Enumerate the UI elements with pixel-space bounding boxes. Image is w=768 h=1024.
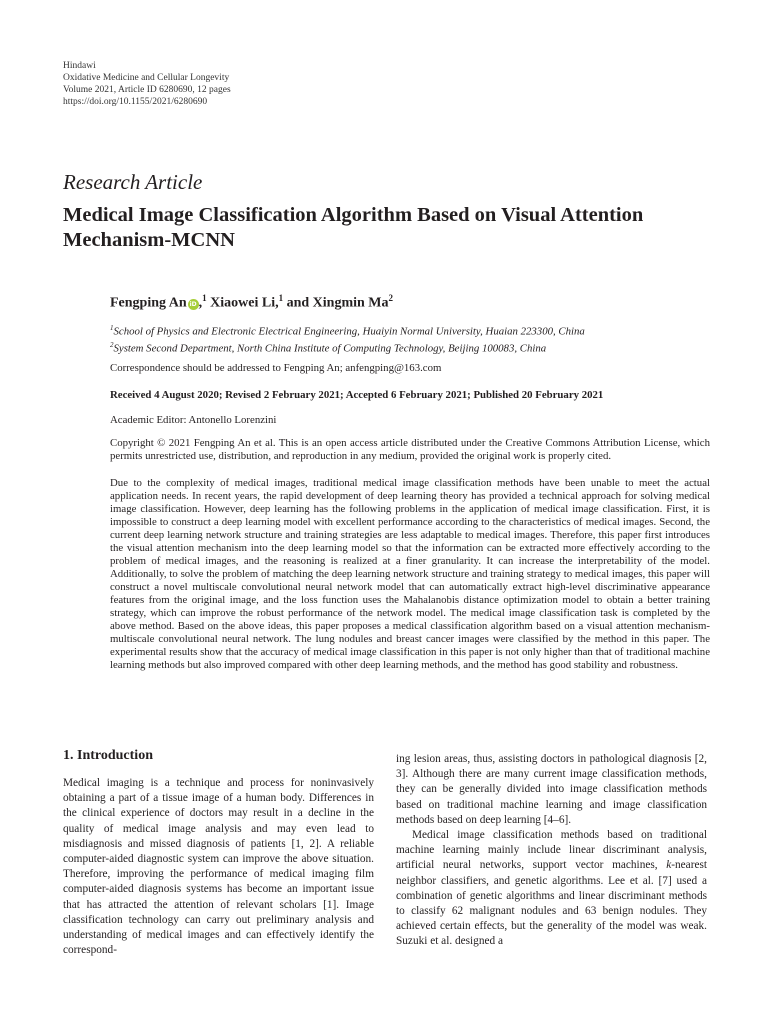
author-name[interactable]: Xiaowei Li, <box>210 295 279 311</box>
affiliation-number: 1 <box>110 324 114 332</box>
body-paragraph: Medical imaging is a technique and process for noninvasively obtaining a part of a tissue image of a human body. Differences in the clinical experience of doctors may result in a decline in the quality of medical image analysis and may even lead to misdiagnosis and missed diagnosis of patients [1, 2]. A reliable computer-aided diagnostic system can improve the above situation. Therefore, improving the performance of medical imaging film computer-aided diagnosis systems has become an important issue that has attracted the attention of relevant scholars [1]. Image classification technology can carry out preliminary analysis and understanding of medical images and can effectively identify the correspond- <box>63 777 374 957</box>
paper-title: Medical Image Classification Algorithm Based on Visual Attention Mechanism-MCNN <box>63 204 644 251</box>
author-affiliation-mark: 1 <box>278 293 284 303</box>
journal-name: Oxidative Medicine and Cellular Longevity <box>63 73 230 83</box>
orcid-icon[interactable]: iD <box>189 300 197 308</box>
academic-editor: Academic Editor: Antonello Lorenzini <box>110 414 277 426</box>
author-name[interactable]: Fengping An <box>110 295 187 311</box>
paragraph-text: -nearest neighbor classifiers, and genetic algorithms. Lee et al. [7] used a combination of genetic algorithms and linear discriminant methods to classify 62 malignant nodules and 63 benign nodules. They achieved certain effects, but the generality of the model was weak. Suzuki et al. designed a <box>396 859 707 948</box>
body-column-left <box>63 776 374 958</box>
body-paragraph <box>396 828 707 950</box>
author-list: Fengping An iD ,$^1$ Xiaowei Li,$^1$ and Xingmin Ma$^2$ <box>110 293 394 311</box>
copyright-notice: Copyright © 2021 Fengping An et al. This is an open access article distributed under the Creative Commons Attribution License, which permits unrestricted use, distribution, and reproduction in any medium, provided the original work is properly cited. <box>110 437 710 462</box>
affiliation-item <box>110 339 710 356</box>
journal-header <box>63 60 231 108</box>
author-affiliation-mark: 2 <box>388 293 394 303</box>
affiliation-item <box>110 322 710 339</box>
volume-info: Volume 2021, Article ID 6280690, 12 pages <box>63 85 231 95</box>
italic-k: k <box>666 859 672 872</box>
doi-link[interactable]: https://doi.org/10.1155/2021/6280690 <box>63 97 208 107</box>
affiliation-text: School of Physics and Electronic Electrical Engineering, Huaiyin Normal University, Huaian 223300, China <box>113 325 585 338</box>
abstract-text: Due to the complexity of medical images, traditional medical image classification methods have been unable to meet the actual application needs. In recent years, the rapid development of deep learning theory has provided a technical approach for solving medical image classification. However, deep learning has the following problems in the application of medical image classification. First, it is impossible to construct a deep learning model with excellent performance according to the characteristics of medical images. Second, the current deep learning network structure and training strategies are less adaptable to medical images. Therefore, this paper first introduces the visual attention mechanism into the deep learning model so that the information can be extracted more effectively according to the problem of medical images, and the reasoning is realized at a finer granularity. It can increase the interpretability of the model. Additionally, to solve the problem of matching the deep learning network structure and training strategy to medical images, this paper will construct a novel multiscale convolutional neural network model that can automatically extract high-level discriminative appearance features from the original image, and the loss function uses the Mahalanobis distance optimization model to obtain a better training strategy, which can improve the robust performance of the network model. The medical image classification task is completed by the above method. Based on the above ideas, this paper proposes a medical classification algorithm based on a visual attention mechanism-multiscale convolutional neural network. The lung nodules and breast cancer images were classified by the method in this paper. The experimental results show that the accuracy of medical image classification in this paper is not only higher than that of traditional machine learning methods but also improved compared with other deep learning methods, and the method has good stability and robustness. <box>110 477 710 671</box>
body-paragraph: ing lesion areas, thus, assisting doctors in pathological diagnosis [2, 3]. Although there are many current image classification methods, they can be generally divided into image classification methods based on traditional machine learning and image classification methods based on deep learning [4–6]. <box>396 753 707 826</box>
publisher-name: Hindawi <box>63 61 96 71</box>
publication-dates: Received 4 August 2020; Revised 2 February 2021; Accepted 6 February 2021; Published 20 February 2021 <box>110 389 604 401</box>
section-heading-introduction: 1. Introduction <box>63 748 153 763</box>
affiliation-text: System Second Department, North China Institute of Computing Technology, Beijing 100083, China <box>113 342 547 355</box>
paragraph-text: Medical image classification methods based on traditional machine learning mainly include linear discriminant analysis, artificial neural networks, support vector machines, <box>396 829 707 872</box>
article-type: Research Article <box>63 170 203 194</box>
author-affiliation-mark: 1 <box>202 293 207 303</box>
correspondence: Correspondence should be addressed to Fengping An; anfengping@163.com <box>110 362 442 374</box>
affiliation-number: 2 <box>110 340 114 349</box>
abstract <box>110 477 710 672</box>
affiliations <box>110 322 710 355</box>
body-column-right <box>396 752 707 950</box>
author-name[interactable]: and Xingmin Ma <box>286 295 389 311</box>
